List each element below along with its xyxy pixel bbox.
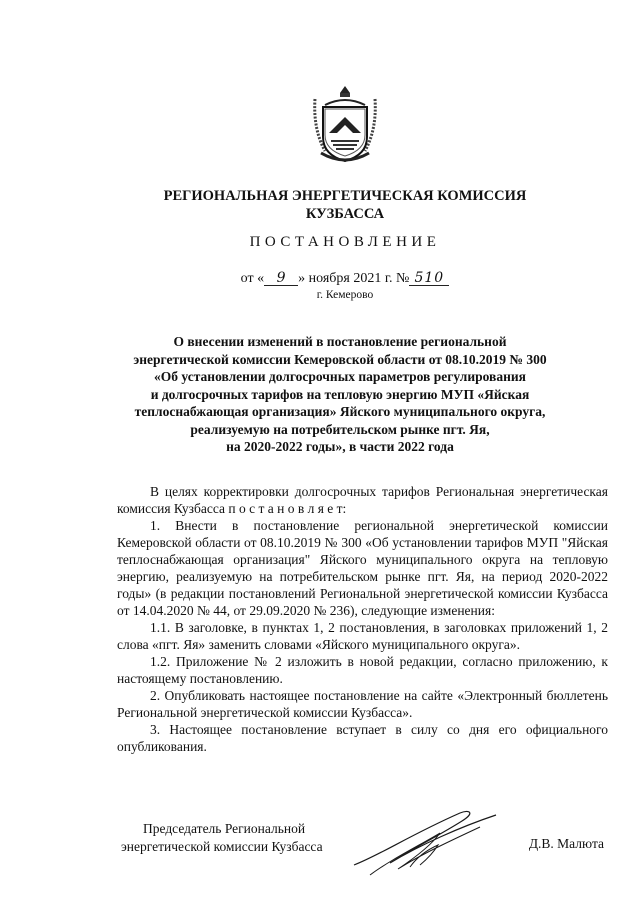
body-paragraph: 1.2. Приложение № 2 изложить в новой редакции, согласно приложению, к настоящему постановлению. [117,654,608,686]
date-prefix: от « [240,271,265,286]
coat-of-arms-icon [311,85,379,165]
body-paragraph: 1.1. В заголовке, в пунктах 1, 2 постановления, в заголовках приложений 1, 2 слова «пгт. Яя» заменить словами «Яйского муниципального округа». [117,620,608,652]
body-paragraph: 3. Настоящее постановление вступает в силу со дня его официального опубликования. [117,722,608,754]
org-line-2: КУЗБАССА [305,206,385,222]
body-paragraph: В целях корректировки долгосрочных тарифов Региональная энергетическая комиссия Кузбасса п о с т а н о в л я е т: [117,484,608,516]
subject-line: реализуемую на потребительском рынке пгт. Яя, [190,421,490,437]
handwritten-doc-number: 510 [409,271,449,286]
handwritten-day: 9 [264,271,298,286]
signatory-title-line-1: Председатель Региональной [143,821,306,836]
signatory-title [121,820,361,856]
document-type: ПОСТАНОВЛЕНИЕ [249,234,441,250]
body-paragraph: 1. Внести в постановление региональной энергетической комиссии Кемеровской области от 08.10.2019 № 300 «Об установлении тарифов МУП "Яйская теплоснабжающая организация" Яйского муниципального округа на тепловую энергию, реализуемую на потребительском рынке пгт. Яя, на период 2020-2022 годы» (в редакции постановлений Региональной энергетической комиссии Кузбасса от 14.04.2020 № 44, от 29.09.2020 № 236), следующие изменения: [117,518,608,618]
subject-line: О внесении изменений в постановление региональной [173,334,507,349]
subject-line: теплоснабжающая организация» Яйского муниципального округа, [134,404,546,419]
subject-line: на 2020-2022 годы», в части 2022 года [226,439,454,454]
signatory-title-line-2: энергетической комиссии Кузбасса [121,839,323,854]
city: г. Кемерово [316,289,374,301]
org-line-1: РЕГИОНАЛЬНАЯ ЭНЕРГЕТИЧЕСКАЯ КОМИССИЯ [163,188,527,204]
body-paragraph: 2. Опубликовать настоящее постановление на сайте «Электронный бюллетень Региональной энергетической комиссии Кузбасса». [117,688,608,720]
subject-line: и долгосрочных тарифов на тепловую энергию МУП «Яйская [150,386,530,402]
subject-line: энергетической комиссии Кемеровской области от 08.10.2019 № 300 [133,351,547,367]
document-body [117,483,608,755]
document-subject [90,333,590,456]
subject-line: «Об установлении долгосрочных параметров регулирования [154,369,526,384]
handwritten-signature [350,805,500,880]
date-middle: » ноября 2021 г. № [298,271,410,286]
signatory-name: Д.В. Малюта [528,836,604,851]
date-line [90,271,600,287]
organization-name [90,187,600,223]
